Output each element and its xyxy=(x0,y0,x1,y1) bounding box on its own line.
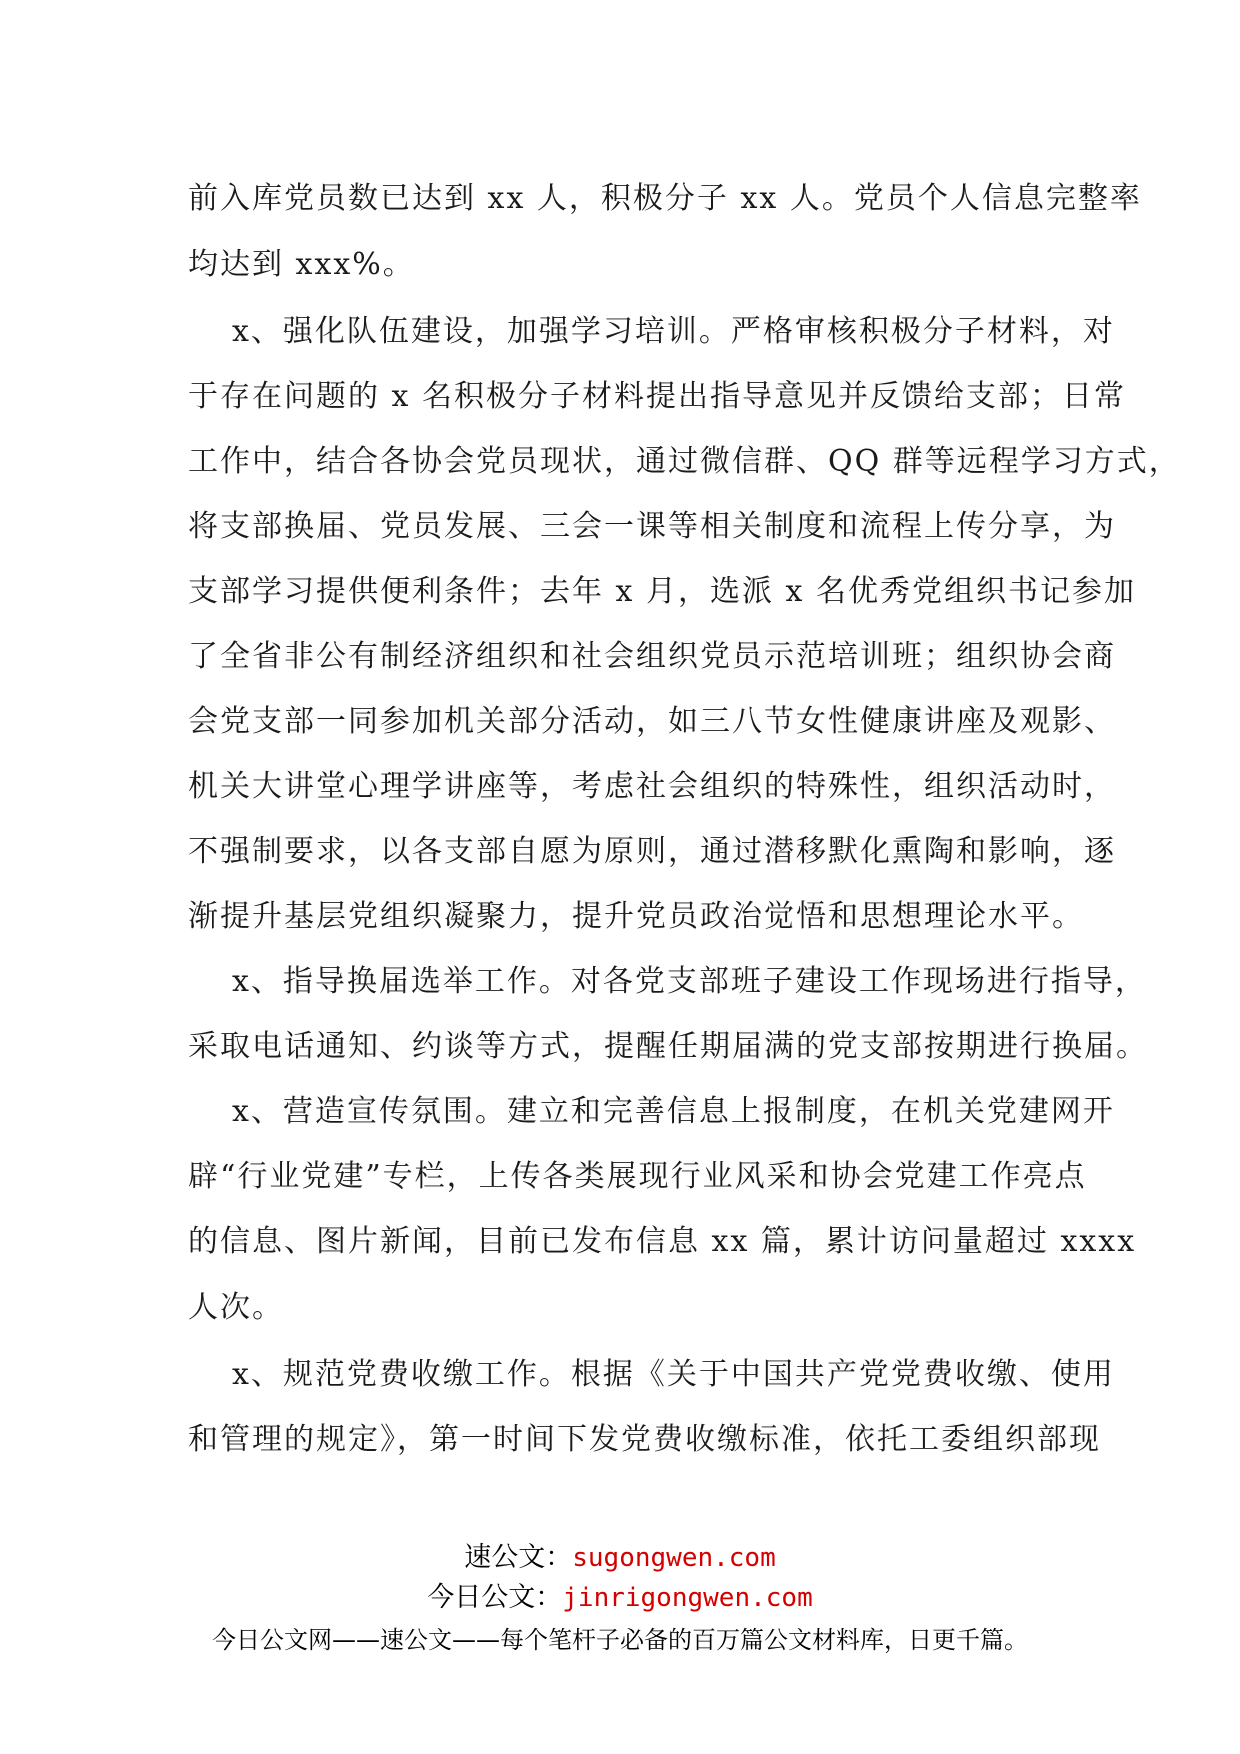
footer-label: 今日公文： xyxy=(427,1582,563,1613)
footer-slogan: 今日公文网——速公文——每个笔杆子必备的百万篇公文材料库，日更千篇。 xyxy=(212,1626,1028,1654)
text-line: 于存在问题的 x 名积极分子材料提出指导意见并反馈给支部；日常 xyxy=(188,379,1126,414)
document-body xyxy=(188,166,1181,1472)
text-line: 工作中，结合各协会党员现状，通过微信群、QQ 群等远程学习方式， xyxy=(188,444,1181,479)
text-line: 采取电话通知、约谈等方式，提醒任期届满的党支部按期进行换届。 xyxy=(188,1029,1148,1064)
text-line: 将支部换届、党员发展、三会一课等相关制度和流程上传分享，为 xyxy=(188,509,1116,544)
paragraph-start-line: x、指导换届选举工作。对各党支部班子建设工作现场进行指导， xyxy=(232,964,1147,999)
footer-sugongwen-line xyxy=(0,1538,1240,1578)
text-line: 了全省非公有制经济组织和社会组织党员示范培训班；组织协会商 xyxy=(188,639,1116,674)
footer-jinrigongwen-line xyxy=(0,1578,1240,1618)
paragraph-start-line: x、规范党费收缴工作。根据《关于中国共产党党费收缴、使用 xyxy=(232,1357,1115,1392)
text-line: 均达到 xxx%。 xyxy=(188,247,415,282)
text-line: 不强制要求，以各支部自愿为原则，通过潜移默化熏陶和影响，逐 xyxy=(188,834,1116,869)
text-line: 机关大讲堂心理学讲座等，考虑社会组织的特殊性，组织活动时， xyxy=(188,769,1116,804)
text-line: 和管理的规定》，第一时间下发党费收缴标准，依托工委组织部现 xyxy=(188,1422,1101,1457)
jinrigongwen-link[interactable]: jinrigongwen.com xyxy=(562,1583,813,1613)
text-line: 的信息、图片新闻，目前已发布信息 xx 篇，累计访问量超过 xxxx xyxy=(188,1224,1137,1259)
sugongwen-link[interactable]: sugongwen.com xyxy=(572,1543,776,1573)
text-line: 辟“行业党建”专栏，上传各类展现行业风采和协会党建工作亮点 xyxy=(188,1159,1087,1194)
text-line: 人次。 xyxy=(188,1290,284,1325)
footer-label: 速公文： xyxy=(464,1542,573,1573)
text-line: 会党支部一同参加机关部分活动，如三八节女性健康讲座及观影、 xyxy=(188,704,1116,739)
paragraph-start-line: x、营造宣传氛围。建立和完善信息上报制度，在机关党建网开 xyxy=(232,1094,1115,1129)
paragraph-start-line: x、强化队伍建设，加强学习培训。严格审核积极分子材料，对 xyxy=(232,314,1115,349)
watermark-footer xyxy=(0,1538,1240,1660)
text-line: 支部学习提供便利条件；去年 x 月，选派 x 名优秀党组织书记参加 xyxy=(188,574,1136,609)
text-line: 渐提升基层党组织凝聚力，提升党员政治觉悟和思想理论水平。 xyxy=(188,899,1084,934)
text-line: 前入库党员数已达到 xx 人，积极分子 xx 人。党员个人信息完整率 xyxy=(188,181,1142,216)
